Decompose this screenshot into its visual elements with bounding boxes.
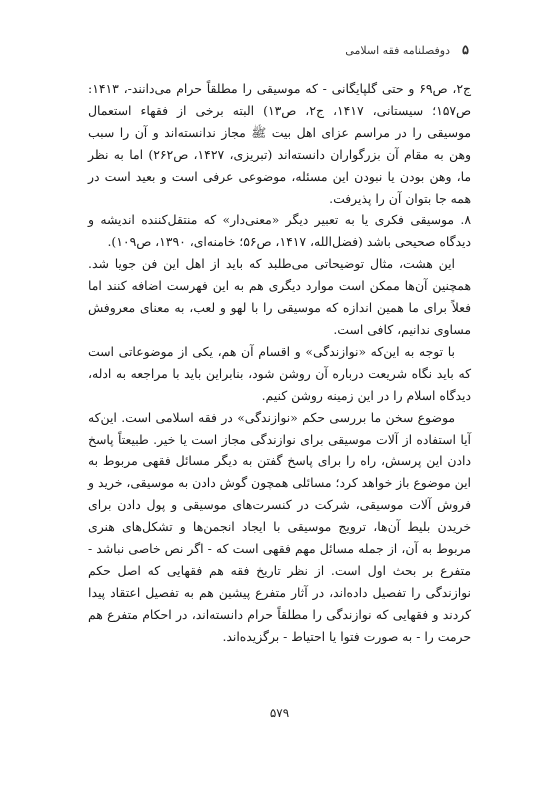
header-mark: ۵: [462, 42, 469, 58]
running-header: [100, 40, 469, 60]
paragraph-3: این هشت، مثال توضیحاتی می‌طلبد که باید از اهل این فن جویا شد. همچنین آن‌ها ممکن است موارد دیگری هم به این فهرست اضافه کنند اما فعلاً برای ما همین اندازه که موسیقی را با لهو و لعب، به معنای معروفش مساوی ندانیم، کافی است.: [88, 256, 471, 337]
journal-title: دوفصلنامه فقه اسلامی: [345, 43, 451, 57]
paragraph-5: موضوع سخن ما بررسی حکم «نوازندگی» در فقه اسلامی است. این‌که آیا استفاده از آلات موسیقی برای نوازندگی مجاز است یا خیر. طبیعتاً پاسخ دادن این پرسش، راه را برای پاسخ گفتن به دیگر مسائل فقهی مربوط به این موضوع باز خواهد کرد؛ مسائلی همچون گوش دادن به موسیقی، خرید و فروش آلات موسیقی، شرکت در کنسرت‌های موسیقی و پول دادن برای خریدن بلیط آن‌ها، ترویج موسیقی با ایجاد انجمن‌ها و تشکل‌های هنری مربوط به آن، از جمله مسائل مهم فقهی است که - اگر نص خاصی نباشد - متفرع بر بحث اول است. از نظر تاریخ فقه هم فقهایی که اصل حکم نوازندگی را تفصیل داده‌اند، در آثار متفرع پیشین هم به تفصیل اعتقاد پیدا کردند و فقهایی که نوازندگی را مطلقاً حرام دانسته‌اند، در احکام متفرع هم حرمت را - به صورت فتوا یا احتیاط - برگزیده‌اند.: [88, 409, 471, 644]
body-text: [88, 78, 471, 648]
page-number: ۵۷۹: [269, 706, 290, 720]
paragraph-4: با توجه به این‌که «نوازندگی» و اقسام آن هم، یکی از موضوعاتی است که باید نگاه شریعت درباره آن روشن شود، بنابراین باید با مراجعه به ادله، دیدگاه اسلام را در این زمینه روشن کنیم.: [88, 343, 471, 403]
paragraph-1: ج۲، ص۶۹ و حتی گلپایگانی - که موسیقی را مطلقاً حرام می‌دانند-، ۱۴۱۳: ص۱۵۷؛ سیستانی، ۱۴۱۷، ج۲، ص۱۳) البته برخی از فقهاء استعمال موسیقی را در مراسم عزای اهل بیت ﷺ مجاز ندانسته‌اند و آن را سبب وهن به مقام آن بزرگواران دانسته‌اند (تبریزی، ۱۴۲۷، ص۲۶۲) اما به نظر ما، وهن بودن یا نبودن این مسئله، موضوعی عرفی است و بعید است در همه جا بتوان آن را پذیرفت.: [88, 81, 472, 206]
paragraph-2: ۸. موسیقی فکری یا به تعبیر دیگر «معنی‌دار» که منتقل‌کننده اندیشه و دیدگاه صحیحی باشد (فضل‌الله، ۱۴۱۷، ص۵۶؛ خامنه‌ای، ۱۳۹۰، ص۱۰۹).: [88, 212, 471, 250]
